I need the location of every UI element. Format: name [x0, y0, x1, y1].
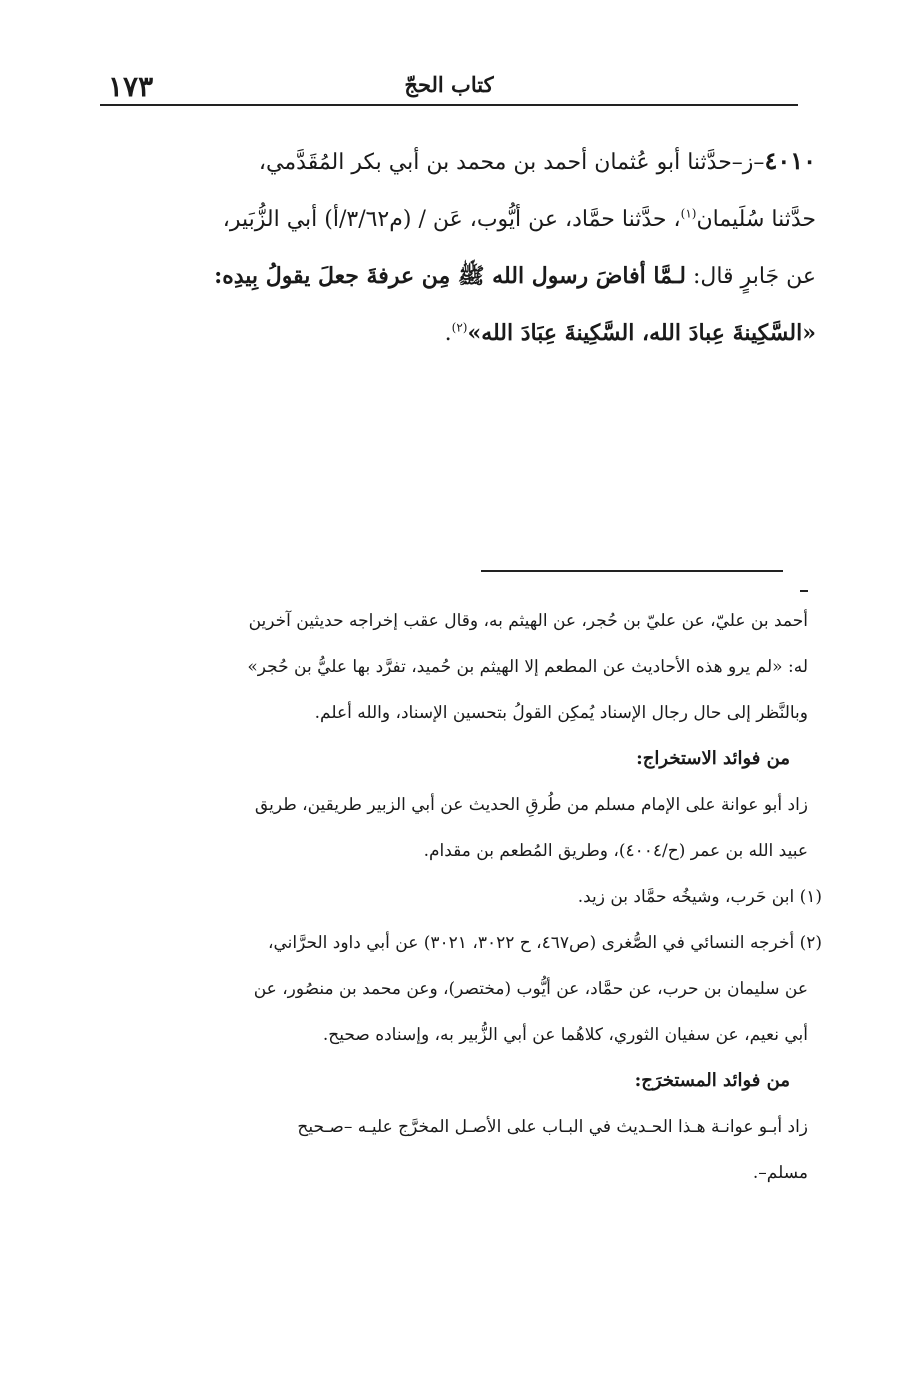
hadith-line-3 — [100, 248, 816, 305]
hadith-line-4 — [100, 305, 816, 362]
running-title: كتاب الحجّ — [404, 72, 494, 97]
footnote-cont-line-1: أحمد بن عليّ، عن عليّ بن حُجر، عن الهيثم به، وقال عقب إخراجه حديثين آخرين — [248, 611, 808, 631]
footnote-ref-1: (١) — [680, 206, 697, 221]
hadith-line-2 — [100, 191, 816, 248]
hadith-matn-bold: لـمَّا أفاضَ رسول الله ﷺ مِن عرفةَ جعلَ يقولُ بِيدِه: — [214, 263, 686, 289]
hadith-line-1 — [100, 132, 816, 191]
footnote-2-line-1: (٢) أخرجه النسائي في الصُّغرى (ص٤٦٧، ح ٣٠٢٢، ٣٠٢١) عن أبي داود الحرَّاني، — [267, 933, 822, 953]
footnote-cont-line-3: وبالنَّظر إلى حال رجال الإسناد يُمكِن القولُ بتحسين الإسناد، والله أعلم. — [314, 703, 808, 723]
benefit1-line-1: زاد أبو عوانة على الإمام مسلم من طُرقِ الحديث عن أبي الزبير طريقين، طريق — [254, 795, 808, 815]
section-heading-2: من فوائد المستخرَج: — [634, 1070, 790, 1091]
page-number: ١٧٣ — [108, 70, 154, 103]
benefit2-line-1: زاد أبـو عوانـة هـذا الحـديث في البـاب على الأصـل المخرَّج عليـه –صـحيح — [297, 1117, 808, 1137]
continuation-mark — [800, 590, 808, 592]
hadith-line-4-end: . — [444, 321, 452, 346]
header-rule — [100, 104, 798, 106]
footnote-separator — [481, 570, 783, 572]
section-heading-1: من فوائد الاستخراج: — [636, 748, 790, 769]
footnote-2-line-3: أبي نعيم، عن سفيان الثوري، كلاهُما عن أبي الزُّبير به، وإسناده صحيح. — [322, 1025, 808, 1045]
benefit1-line-2: عبيد الله بن عمر (ح/٤٠٠٤)، وطريق المُطعم بن مقدام. — [423, 841, 808, 861]
hadith-number: ٤٠١٠ — [764, 146, 816, 175]
footnote-2-line-2: عن سليمان بن حرب، عن حمَّاد، عن أيُّوب (مختصر)، وعن محمد بن منصُور، عن — [253, 979, 808, 999]
hadith-text — [100, 132, 816, 362]
hadith-quote-bold: «السَّكِينةَ عِبادَ الله، السَّكِينةَ عِبَادَ الله» — [467, 320, 816, 346]
benefit2-line-2: مسلم–. — [752, 1163, 808, 1183]
hadith-line-2-text-a: حدَّثنا سُلَيمان — [696, 207, 816, 232]
footnotes — [100, 598, 822, 1196]
footnote-ref-2: (٢) — [451, 320, 468, 335]
footnote-cont-line-2: له: «لم يرو هذه الأحاديث عن المطعم إلا الهيثم بن حُميد، تفرَّد بها عليُّ بن حُجر» — [247, 657, 808, 677]
hadith-line-2-text-b: ، حدَّثنا حمَّاد، عن أيُّوب، عَن / (م٣/٦٢/أ) أبي الزُّبَير، — [222, 207, 681, 232]
page-header — [100, 70, 798, 106]
footnote-1: (١) ابن حَرب، وشيخُه حمَّاد بن زيد. — [577, 887, 822, 907]
hadith-line-3-text-a: عن جَابرٍ قال: — [685, 264, 816, 289]
hadith-line-1-text: –ز–حدَّثنا أبو عُثمان أحمد بن محمد بن أبي بكر المُقَدَّمي، — [258, 150, 765, 175]
